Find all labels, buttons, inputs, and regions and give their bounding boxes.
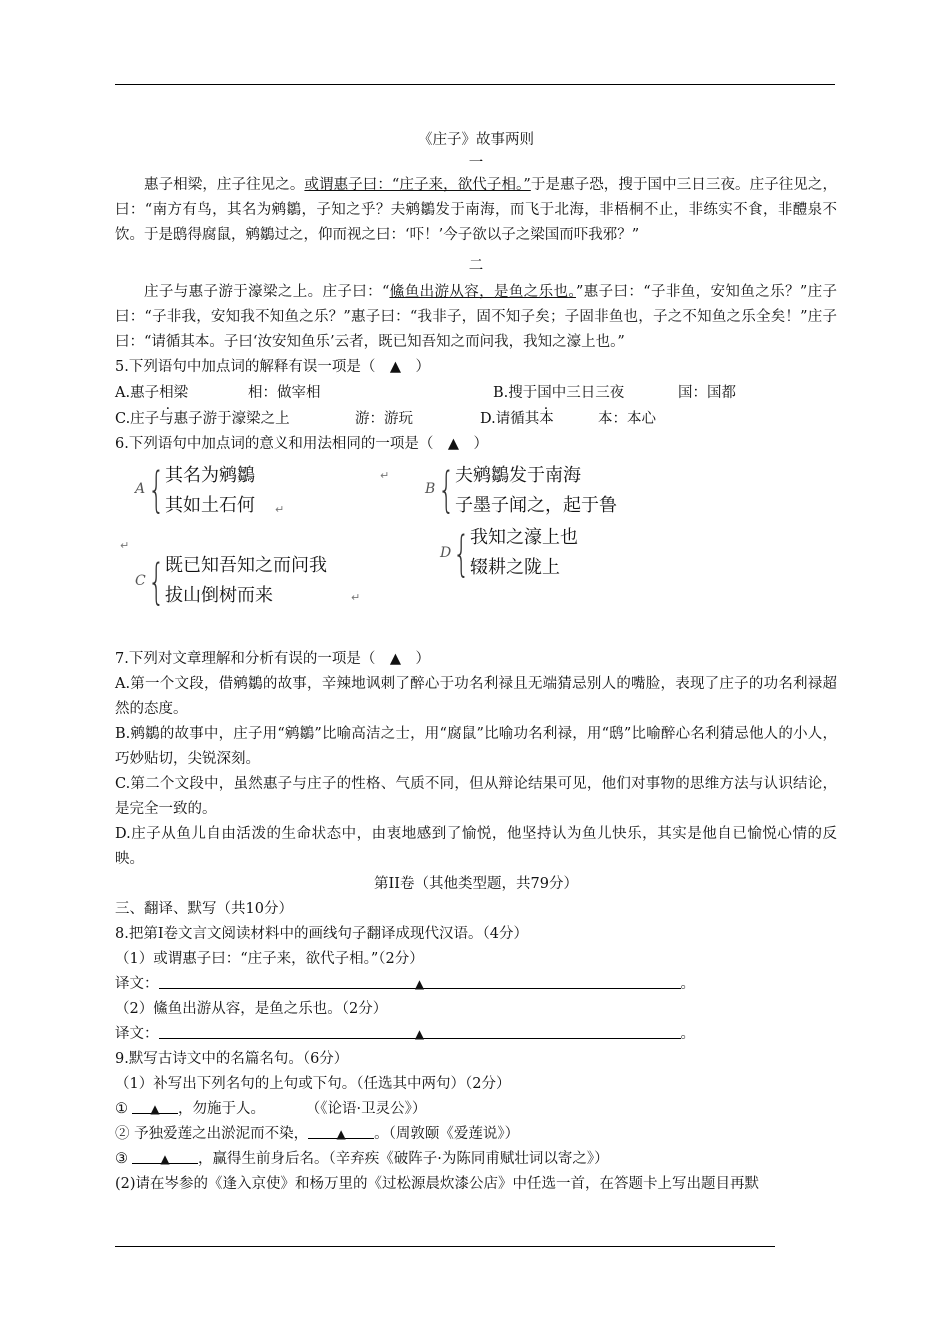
passage-title: 《庄子》故事两则 [418, 132, 534, 148]
return-mark-icon: ↵ [380, 469, 390, 482]
content [115, 128, 837, 1197]
q7-stem: 7.下列对文章理解和分析有误的一项是（ ▲ ） [115, 651, 430, 667]
answer-blank[interactable]: ▲ [132, 1097, 178, 1114]
q5-gloss-d: 本：本心 [598, 411, 656, 427]
return-mark-icon: ↵ [275, 503, 285, 516]
underlined-sentence-1: 或谓惠子曰：“庄子来，欲代子相。” [304, 177, 531, 193]
footer-rule [115, 1246, 775, 1247]
answer-blank[interactable]: ▲ [159, 1022, 681, 1039]
story1-heading: 一 [468, 155, 484, 171]
q8-stem: 8.把第Ⅰ卷文言文阅读材料中的画线句子翻译成现代汉语。（4分） [115, 926, 529, 942]
q6-options: A { 其名为鹓鶵 其如土石何 ↵ ↵ B { 夫鹓鶵发于南海 子墨子闻之，起于鲁 ↵ C { 既已知吾知之而问我 拔山倒树而来 ↵ D { 我知之濠上也 辍耕之陇上 [120, 462, 617, 610]
underlined-sentence-2: 鯈鱼出游从容，是鱼之乐也。 [389, 284, 576, 300]
q5-gloss-b: 国：国都 [678, 385, 736, 401]
header-rule [115, 84, 835, 85]
q8-sentence-2: （2）鯈鱼出游从容，是鱼之乐也。（2分） [115, 1001, 388, 1017]
brace-icon: { [148, 554, 165, 610]
q9-sub-2: (2)请在岑参的《逢入京使》和杨万里的《过松源晨炊漆公店》中任选一首，在答题卡上写出题目再默 [115, 1176, 760, 1192]
q9-sub-1: （1）补写出下列名句的上句或下句。（任选其中两句）（2分） [115, 1076, 511, 1092]
q5-row-cd [115, 406, 837, 432]
q5-option-d: D.请循其本 [480, 411, 554, 427]
part2-heading: 第II卷（其他类型题，共79分） [374, 876, 578, 892]
q5-stem: 5.下列语句中加点词的解释有误一项是（ ▲ ） [115, 359, 430, 375]
q7-option-d: D.庄子从鱼儿自由活泼的生命状态中，由衷地感到了愉悦，他坚持认为鱼儿快乐，其实是他自已愉悦心情的反映。 [115, 826, 837, 867]
q7-option-a: A.第一个文段，借鹓鶵的故事，辛辣地讽刺了醉心于功名利禄且无端猜忌别人的嘴脸，表现了庄子的功名利禄超然的态度。 [115, 676, 837, 717]
return-mark-icon: ↵ [351, 591, 361, 604]
q7-option-c: C.第二个文段中，虽然惠子与庄子的性格、气质不同，但从辩论结果可见，他们对事物的思维方法与认识结论，是完全一致的。 [115, 776, 837, 817]
q5-option-c: C.庄子与惠子游于濠梁之上 [115, 411, 290, 427]
answer-blank[interactable]: ▲ [308, 1122, 374, 1139]
q8-sentence-1: （1）或谓惠子曰：“庄子来，欲代子相。”（2分） [115, 951, 424, 967]
q5-row-ab [115, 380, 837, 406]
q5-gloss-c: 游：游玩 [355, 411, 413, 427]
q9-stem: 9.默写古诗文中的名篇名句。（6分） [115, 1051, 349, 1067]
story2-heading: 二 [468, 258, 484, 274]
q9-line-2: ② 予独爱莲之出淤泥而不染， ▲ 。（周敦颐《爱莲说》） [115, 1122, 837, 1147]
q5-option-a: A.惠子相梁 [115, 385, 189, 401]
answer-blank[interactable]: ▲ [159, 972, 681, 989]
story1-text: 惠子相梁，庄子往见之。或谓惠子曰：“庄子来，欲代子相。”于是惠子恐，搜于国中三日三夜。庄子往见之，曰：“南方有鸟，其名为鹓鶵，子知之乎？夫鹓鶵发于南海，而飞于北海，非梧桐不止，非练实不食，非醴泉不饮。于是鸱得腐鼠，鹓鶵过之，仰而视之曰：‘吓！’今子欲以子之梁国而吓我邪？” [115, 177, 838, 243]
q6-stem: 6.下列语句中加点词的意义和用法相同的一项是（ ▲ ） [115, 436, 488, 452]
answer-blank[interactable]: ▲ [132, 1147, 198, 1164]
brace-icon: { [438, 462, 455, 518]
brace-icon: { [453, 526, 470, 582]
q5-gloss-a: 相：做宰相 [248, 385, 321, 401]
q7-option-b: B.鹓鶵的故事中，庄子用“鹓鶵”比喻高洁之士，用“腐鼠”比喻功名利禄，用“鸱”比喻醉心名利猜忌他人的小人，巧妙贴切，尖锐深刻。 [115, 726, 837, 767]
story2-text: 庄子与惠子游于濠梁之上。庄子曰：“鯈鱼出游从容，是鱼之乐也。”惠子曰：“子非鱼，安知鱼之乐？”庄子曰：“子非我，安知我不知鱼之乐？”惠子曰：“我非子，固不知子矣；子固非鱼也，子之不知鱼之乐全矣！”庄子曰：“请循其本。子曰‘汝安知鱼乐’云者，既已知吾知之而问我，我知之濠上也。” [115, 284, 837, 350]
brace-icon: { [148, 462, 165, 518]
q5-option-b: B.搜于国中三日三夜 [493, 385, 625, 401]
q8-answer-1: 译文： ▲ 。 [115, 972, 837, 997]
section3-heading: 三、翻译、默写（共10分） [115, 901, 293, 917]
return-mark-icon: ↵ [120, 539, 130, 552]
q9-line-1: ① ▲ ，勿施于人。 （《论语·卫灵公》） [115, 1097, 837, 1122]
q8-answer-2: 译文： ▲ 。 [115, 1022, 837, 1047]
q9-line-3: ③ ▲ ，赢得生前身后名。（辛弃疾《破阵子·为陈同甫赋壮词以寄之》） [115, 1147, 837, 1172]
